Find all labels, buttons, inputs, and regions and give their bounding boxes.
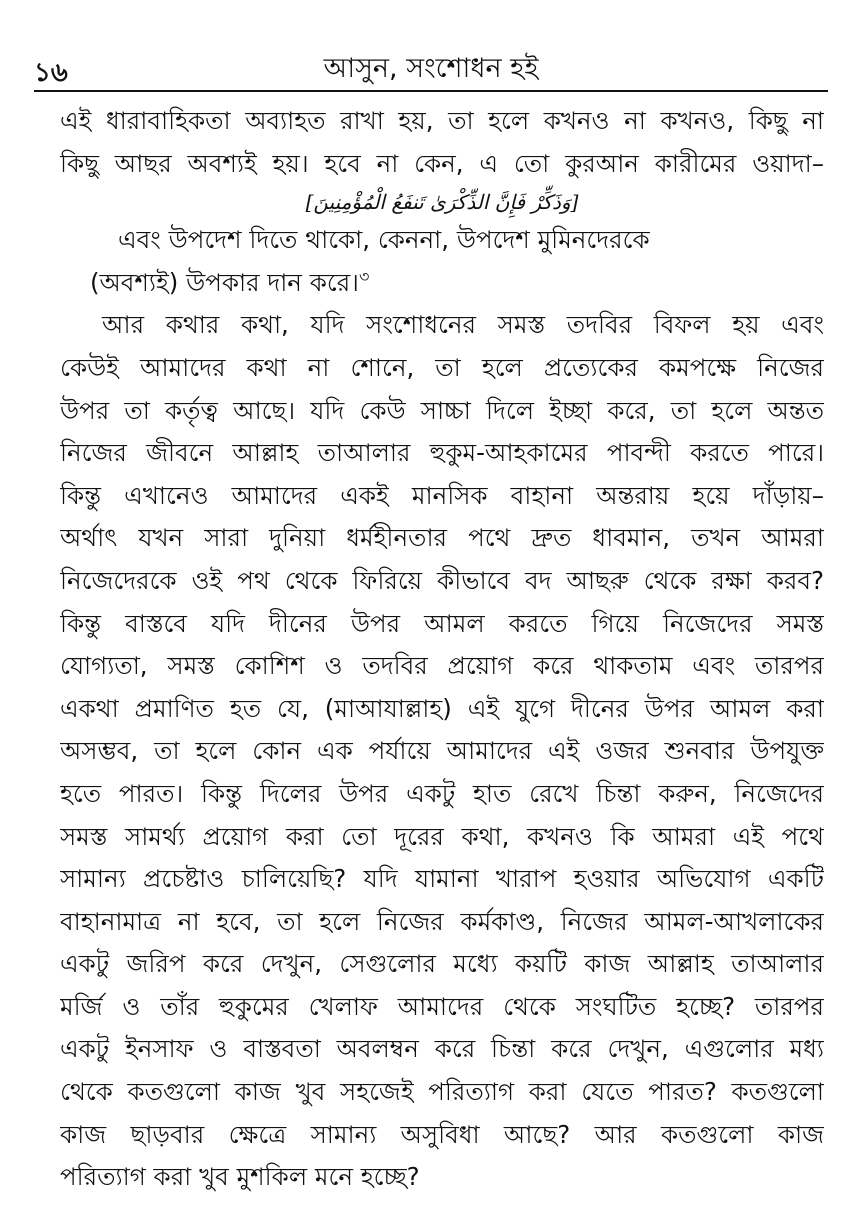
paragraph-line: আর কথার কথা, যদি সংশোধনের সমস্ত তদবির বিফল হয় এবং xyxy=(102,310,824,340)
paragraph-line: যোগ্যতা, সমস্ত কোশিশ ও তদবির প্রয়োগ করে থাকতাম এবং তারপর xyxy=(60,651,824,681)
footnote-marker: ৩ xyxy=(358,266,370,286)
page-body xyxy=(60,100,824,1199)
translation-line: এবং উপদেশ দিতে থাকো, কেননা, উপদেশ মুমিনদেরকে xyxy=(118,225,650,255)
paragraph-line: কিন্তু বাস্তবে যদি দীনের উপর আমল করতে গিয়ে নিজেদের সমস্ত xyxy=(60,608,824,638)
page-header xyxy=(34,44,828,92)
paragraph-line: সমস্ত সামর্থ্য প্রয়োগ করা তো দূরের কথা, কখনও কি আমরা এই পথে xyxy=(60,821,824,851)
paragraph-line: কিন্তু এখানেও আমাদের একই মানসিক বাহানা অন্তরায় হয়ে দাঁড়ায়– xyxy=(60,480,824,510)
paragraph-line: উপর তা কর্তৃত্ব আছে। যদি কেউ সাচ্চা দিলে ইচ্ছা করে, তা হলে অন্তত xyxy=(60,395,824,425)
paragraph-line: অসম্ভব, তা হলে কোন এক পর্যায়ে আমাদের এই ওজর শুনবার উপযুক্ত xyxy=(60,736,824,766)
paragraph-line: কেউই আমাদের কথা না শোনে, তা হলে প্রত্যেকের কমপক্ষে নিজের xyxy=(60,352,824,382)
paragraph-line: নিজের জীবনে আল্লাহ তাআলার হুকুম-আহকামের পাবন্দী করতে পারে। xyxy=(60,438,824,468)
paragraph-line: একটু ইনসাফ ও বাস্তবতা অবলম্বন করে চিন্তা করে দেখুন, এগুলোর মধ্য xyxy=(60,1034,824,1064)
paragraph-line: একথা প্রমাণিত হত যে, (মাআযাল্লাহ) এই যুগে দীনের উপর আমল করা xyxy=(60,693,824,723)
intro-line: এই ধারাবাহিকতা অব্যাহত রাখা হয়, তা হলে কখনও না কখনও, কিছু না xyxy=(60,106,824,135)
paragraph-line: মর্জি ও তাঁর হুকুমের খেলাফ আমাদের থেকে সংঘটিত হচ্ছে? তারপর xyxy=(60,991,824,1021)
translation-line xyxy=(90,262,824,305)
paragraph-line: থেকে কতগুলো কাজ খুব সহজেই পরিত্যাগ করা যেতে পারত? কতগুলো xyxy=(60,1077,824,1107)
paragraph-line: অর্থাৎ যখন সারা দুনিয়া ধর্মহীনতার পথে দ্রুত ধাবমান, তখন আমরা xyxy=(60,523,824,553)
paragraph-line: হতে পারত। কিন্তু দিলের উপর একটু হাত রেখে চিন্তা করুন, নিজেদের xyxy=(60,778,824,808)
paragraph-line: পরিত্যাগ করা খুব মুশকিল মনে হচ্ছে? xyxy=(60,1162,420,1192)
paragraph-line: সামান্য প্রচেষ্টাও চালিয়েছি? যদি যামানা খারাপ হওয়ার অভিযোগ একটি xyxy=(60,864,824,894)
main-paragraph xyxy=(60,304,824,1198)
paragraph-line: বাহানামাত্র না হবে, তা হলে নিজের কর্মকাণ্ড, নিজের আমল-আখলাকের xyxy=(60,906,824,936)
paragraph-line: একটু জরিপ করে দেখুন, সেগুলোর মধ্যে কয়টি কাজ আল্লাহ তাআলার xyxy=(60,949,824,979)
intro-line: কিছু আছর অবশ্যই হয়। হবে না কেন, এ তো কুরআন কারীমের ওয়াদা– xyxy=(60,148,824,178)
verse-translation xyxy=(60,219,824,304)
paragraph-line: কাজ ছাড়বার ক্ষেত্রে সামান্য অসুবিধা আছে? আর কতগুলো কাজ xyxy=(60,1119,824,1149)
arabic-verse: [وَذَكِّرْ فَإِنَّ الذِّكْرَىٰ تَنفَعُ الْمُؤْمِنِينَ] xyxy=(305,190,579,215)
page-number: ১৬ xyxy=(34,58,68,88)
paragraph-line: নিজেদেরকে ওই পথ থেকে ফিরিয়ে কীভাবে বদ আছরু থেকে রক্ষা করব? xyxy=(60,565,824,595)
translation-text: (অবশ্যই) উপকার দান করে। xyxy=(90,267,359,297)
running-title: আসুন, সংশোধন হই xyxy=(323,53,539,84)
